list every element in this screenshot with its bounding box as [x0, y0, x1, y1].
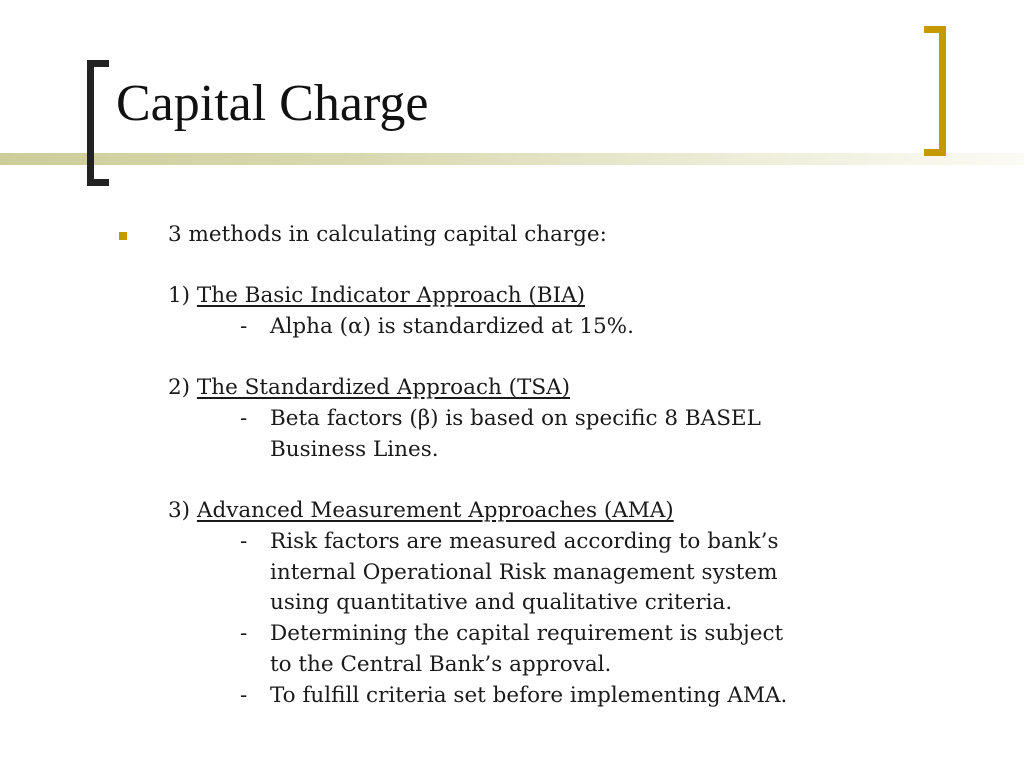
detail-line: Beta factors (β) is based on specific 8 BASEL — [270, 406, 761, 432]
square-bullet-icon — [119, 232, 127, 240]
method-name: The Standardized Approach (TSA) — [196, 375, 571, 401]
detail-line: To fulfill criteria set before implementing AMA. — [270, 682, 788, 708]
method-detail — [168, 312, 868, 343]
method-detail — [168, 681, 868, 712]
slide-title: Capital Charge — [116, 75, 429, 132]
method-number: 2) — [168, 375, 191, 401]
method-number: 3) — [168, 498, 191, 524]
dash-bullet: - — [240, 406, 248, 432]
method-heading — [168, 496, 868, 527]
method-heading — [168, 373, 868, 404]
method-number: 1) — [168, 283, 191, 309]
detail-line: Alpha (α) is standardized at 15%. — [270, 314, 634, 340]
method-detail — [168, 619, 868, 680]
method-heading — [168, 281, 868, 312]
detail-line: Business Lines. — [270, 436, 439, 462]
detail-line: using quantitative and qualitative criteria. — [270, 590, 733, 616]
method-name: Advanced Measurement Approaches (AMA) — [196, 498, 674, 524]
right-bracket-decoration — [924, 26, 946, 156]
detail-line: Risk factors are measured according to bank’s — [270, 528, 779, 554]
dash-bullet: - — [240, 528, 248, 554]
slide-body — [168, 220, 868, 711]
dash-bullet: - — [240, 621, 248, 647]
intro-text: 3 methods in calculating capital charge: — [168, 222, 607, 247]
title-underline-band — [0, 153, 1024, 165]
detail-line: to the Central Bank’s approval. — [270, 651, 612, 677]
dash-bullet: - — [240, 682, 248, 708]
dash-bullet: - — [240, 314, 248, 340]
method-detail — [168, 404, 868, 465]
detail-line: Determining the capital requirement is subject — [270, 621, 784, 647]
detail-line: internal Operational Risk management system — [270, 559, 778, 585]
method-name: The Basic Indicator Approach (BIA) — [196, 283, 586, 309]
left-bracket-decoration — [87, 60, 109, 186]
method-detail — [168, 527, 868, 619]
